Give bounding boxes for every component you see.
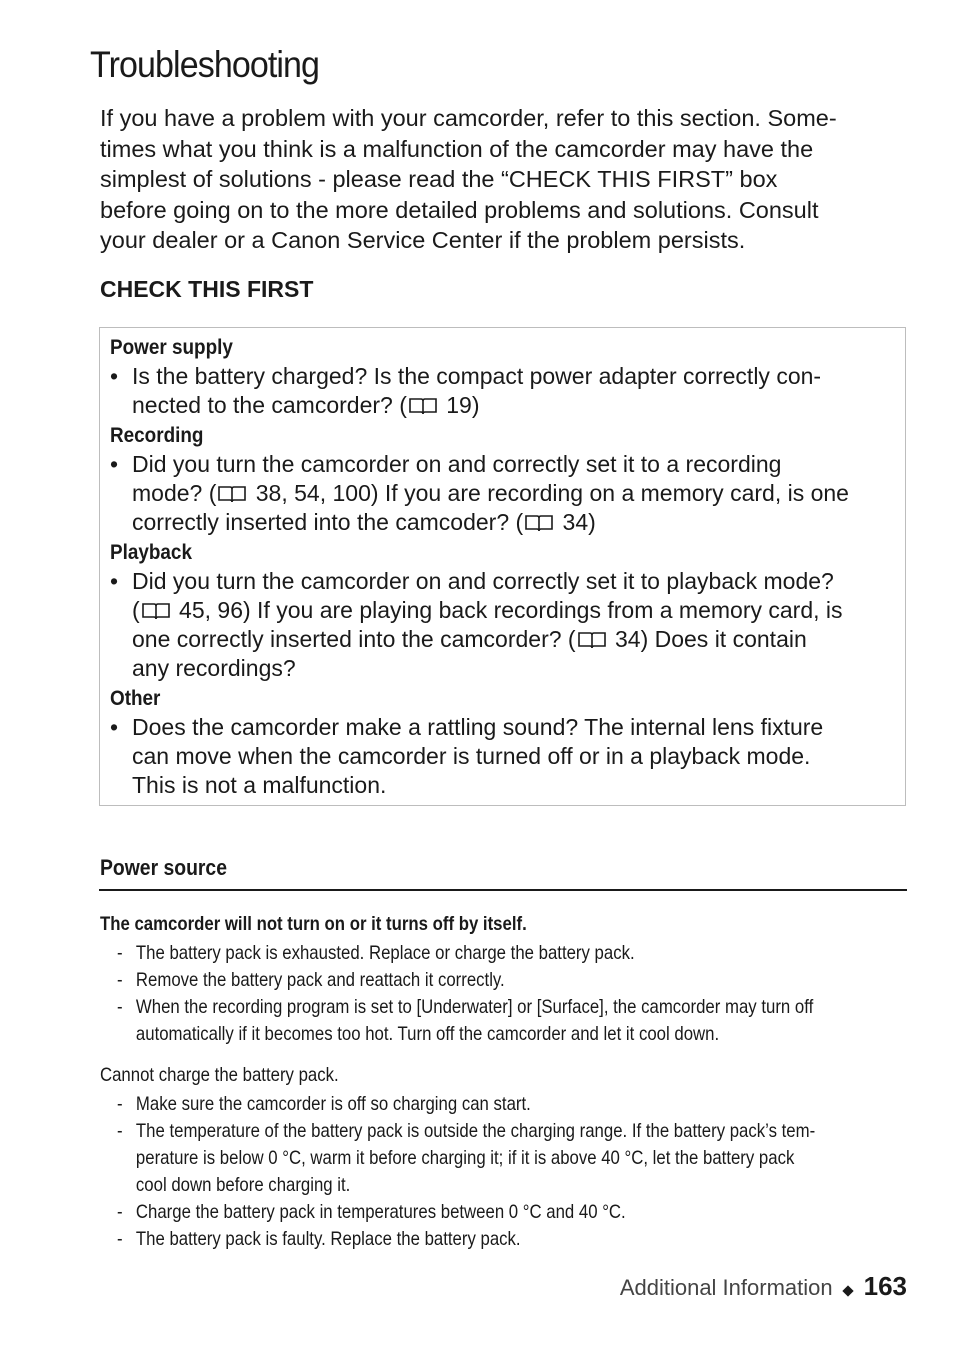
recording-section (110, 421, 900, 537)
list-item: - Remove the battery pack and reattach it correctly. (117, 969, 505, 991)
problem-title: The camcorder will not turn on or it turns off by itself. (100, 913, 527, 935)
recording-heading: Recording (110, 424, 204, 447)
check-this-first-heading: CHECK THIS FIRST (100, 276, 314, 302)
bullet-dot: • (110, 714, 119, 740)
section-divider (99, 889, 907, 891)
bullet-dot: • (110, 568, 119, 594)
playback-heading: Playback (110, 541, 192, 564)
page-title: Troubleshooting (90, 44, 320, 85)
playback-bullet: • Did you turn the camcorder on and correctly set it to playback mode? ( 45, 96) If you are playing back recordings from a memory card, is one correctly inserted into the camcorder? ( 34) Does it contain any recordings? (110, 568, 843, 681)
problem-title: Cannot charge the battery pack. (100, 1064, 339, 1086)
intro-paragraph (100, 103, 915, 256)
book-reference-icon (577, 631, 607, 649)
playback-section (110, 538, 900, 683)
footer-section-label: Additional Information (619, 1275, 833, 1300)
power-supply-section (110, 333, 900, 420)
solution-list (117, 1091, 891, 1253)
diamond-icon (842, 1285, 853, 1296)
intro-line: simplest of solutions - please read the “CHECK THIS FIRST” box (100, 166, 778, 192)
book-reference-icon (141, 602, 171, 620)
other-bullet: • Does the camcorder make a rattling sound? The internal lens fixture can move when the camcorder is turned off or in a playback mode. This is not a malfunction. (110, 714, 824, 798)
power-supply-bullet: • Is the battery charged? Is the compact power adapter correctly con- nected to the camcorder? ( 19) (110, 363, 822, 418)
recording-bullet: • Did you turn the camcorder on and correctly set it to a recording mode? ( 38, 54, 100) If you are recording on a memory card, is one correctly inserted into the camcoder? ( 34) (110, 451, 849, 535)
power-source-heading: Power source (100, 855, 227, 880)
other-section (110, 684, 900, 800)
intro-line: before going on to the more detailed problems and solutions. Consult (100, 196, 819, 223)
list-item: - When the recording program is set to [Underwater] or [Surface], the camcorder may turn off automatically if it becomes too hot. Turn off the camcorder and let it cool down. (117, 996, 814, 1045)
book-reference-icon (408, 397, 438, 415)
intro-line: If you have a problem with your camcorder, refer to this section. Some- (100, 105, 837, 131)
book-reference-icon (217, 485, 247, 503)
page-number: 163 (863, 1271, 907, 1301)
intro-line: times what you think is a malfunction of the camcorder may have the (100, 135, 814, 162)
check-this-first-box (99, 327, 906, 806)
list-item: - The battery pack is faulty. Replace the battery pack. (117, 1228, 521, 1250)
list-item: - The battery pack is exhausted. Replace or charge the battery pack. (117, 942, 635, 964)
list-item: - The temperature of the battery pack is outside the charging range. If the battery pack’s tem- perature is below 0 °C, warm it before charging it; if it is above 40 °C, let the battery pack cool down before charging it. (117, 1120, 816, 1196)
page-footer (620, 1271, 907, 1302)
list-item: - Charge the battery pack in temperatures between 0 °C and 40 °C. (117, 1201, 626, 1223)
other-heading: Other (110, 687, 161, 710)
intro-line: your dealer or a Canon Service Center if the problem persists. (100, 227, 746, 253)
list-item: - Make sure the camcorder is off so charging can start. (117, 1093, 531, 1115)
book-reference-icon (524, 514, 554, 532)
solution-list (117, 940, 891, 1048)
power-supply-heading: Power supply (110, 336, 233, 359)
bullet-dot: • (110, 363, 119, 389)
bullet-dot: • (110, 451, 119, 477)
